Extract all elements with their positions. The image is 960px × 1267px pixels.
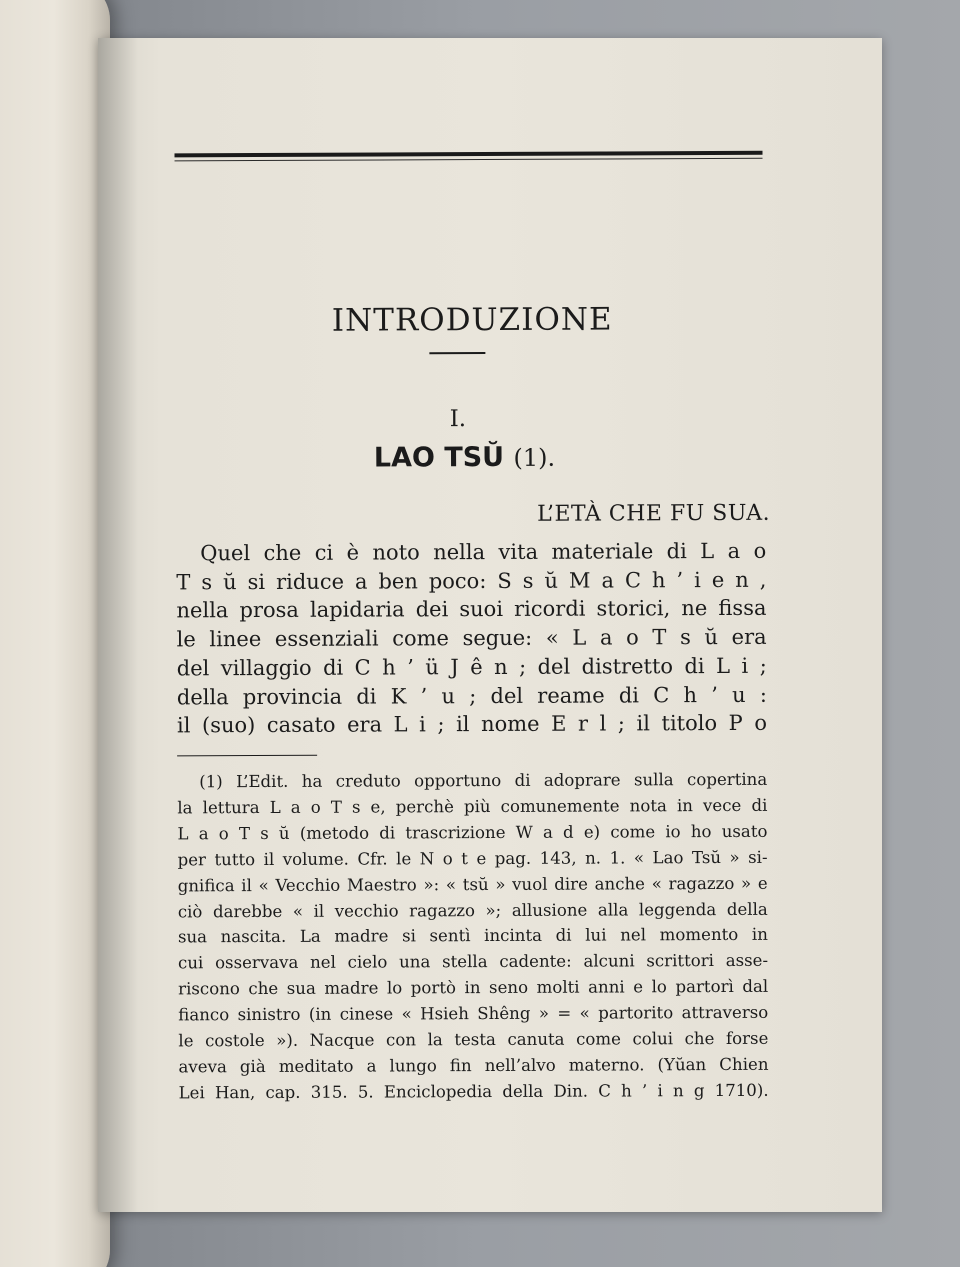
title-underline — [429, 352, 485, 354]
footnote-line: aveva già meditato a lungo fin nell’alvo materno. (Yŭan Chien — [178, 1054, 769, 1077]
footnote-line: ciò darebbe « il vecchio ragazzo »; allusione alla leggenda della — [177, 899, 768, 921]
page-title: INTRODUZIONE — [331, 301, 613, 339]
body-line: Quel che ci è noto nella vita materiale di L a o — [200, 538, 767, 566]
section-number: I. — [449, 406, 467, 433]
footnote-line: le costole »). Nacque con la testa canuta come colui che forse — [178, 1028, 769, 1051]
footnote-line: gnifica il « Vecchio Maestro »: « tsŭ » vuol dire anche « ragazzo » e — [177, 873, 768, 895]
footnote-line: riscono che sua madre lo portò in seno molti anni e lo partorì dal — [178, 977, 769, 999]
footnote-rule — [177, 755, 317, 757]
book-page — [98, 38, 882, 1212]
body-line: nella prosa lapidaria dei suoi ricordi storici, ne fissa — [176, 596, 767, 623]
body-line: le linee essenziali come segue: « L a o T s ŭ era — [176, 624, 767, 652]
body-line: del villaggio di C h ’ ü J ê n ; del distretto di L i ; — [176, 653, 767, 681]
section-title-footnote-ref: (1). — [513, 443, 556, 472]
header-rule-thick — [175, 151, 763, 158]
footnote-line: per tutto il volume. Cfr. le N o t e pag. 143, n. 1. « Lao Tsŭ » si- — [177, 847, 768, 870]
footnote-line: fianco sinistro (in cinese « Hsieh Shêng » = « partorito attraverso — [178, 1002, 769, 1025]
footnote-text — [177, 767, 768, 1106]
footnote-line: la lettura L a o T s e, perchè più comunemente nota in vece di — [177, 795, 768, 818]
subheading: L’ETÀ CHE FU SUA. — [537, 500, 771, 527]
footnote-line: sua nascita. La madre si sentì incinta di lui nel momento in — [177, 925, 768, 947]
footnote-line: Lei Han, cap. 315. 5. Enciclopedia della Din. C h ’ i n g 1710). — [178, 1080, 769, 1103]
body-line: della provincia di K ’ u ; del reame di C h ’ u : — [176, 682, 767, 709]
footnote-line: (1) L’Edit. ha creduto opportuno di adoprare sulla copertina — [199, 769, 768, 792]
left-page-edge — [0, 0, 110, 1267]
section-title-text: LAO TSŬ — [373, 441, 505, 474]
footnote-line: cui osservava nel cielo una stella cadente: alcuni scrittori asse- — [177, 951, 769, 973]
body-text — [176, 537, 767, 740]
header-rule-thin — [175, 158, 763, 162]
footnote-line: L a o T s ŭ (metodo di trascrizione W a d e) come io ho usato — [177, 821, 768, 844]
body-line: il (suo) casato era L i ; il nome E r l ; il titolo P o — [176, 711, 768, 738]
section-title — [374, 442, 555, 474]
body-line: T s ŭ si riduce a ben poco: S s ŭ M a C h ’ i e n , — [176, 567, 767, 595]
page-content — [98, 38, 882, 1212]
